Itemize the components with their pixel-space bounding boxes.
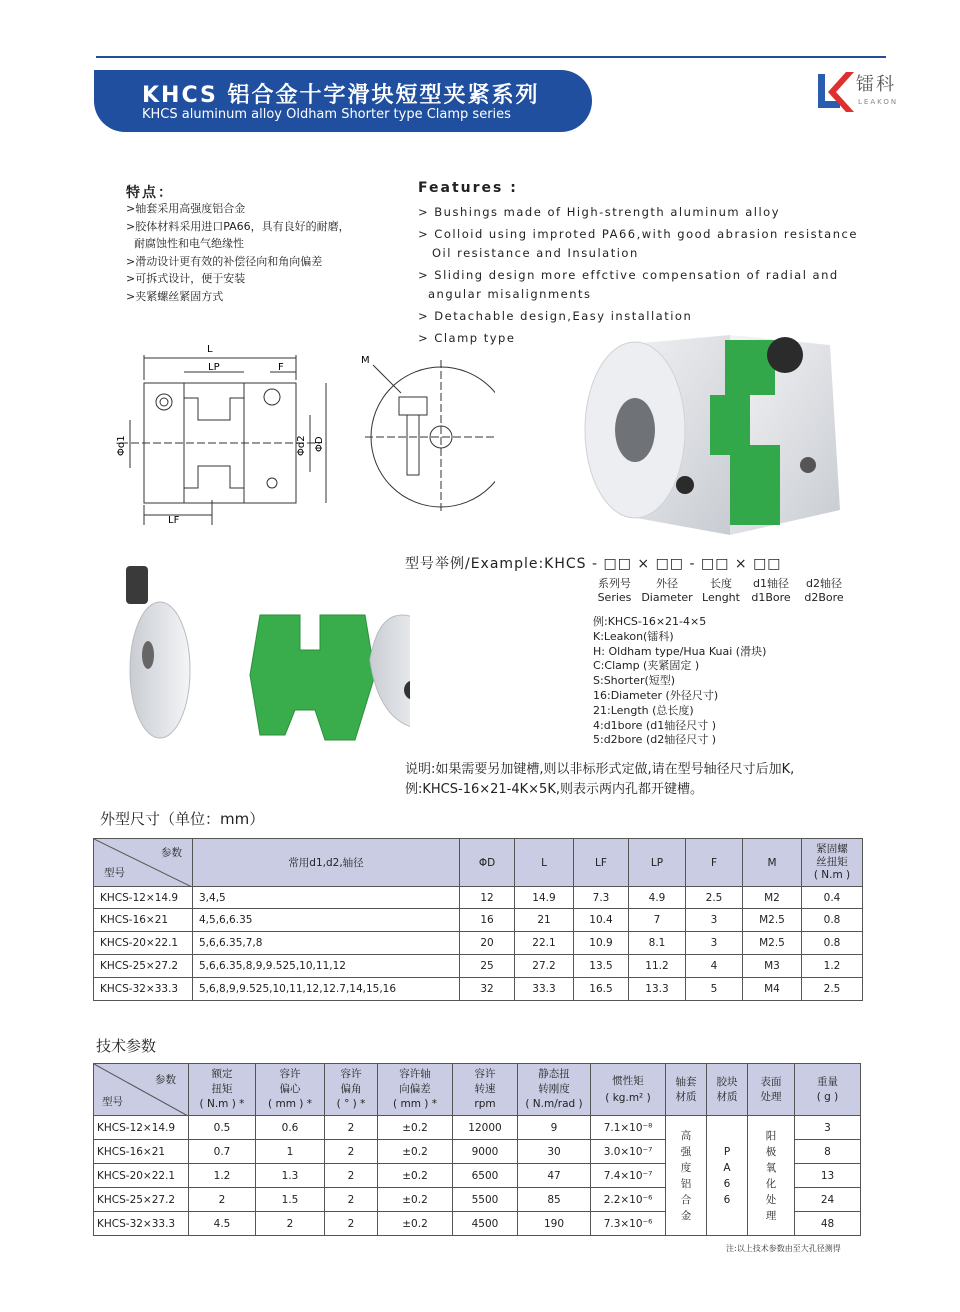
block-material: PA66 xyxy=(707,1116,748,1236)
col-L: L xyxy=(515,839,574,887)
col-LP: LP xyxy=(629,839,686,887)
list-item: K:Leakon(镭科) xyxy=(593,629,674,643)
title-banner xyxy=(94,70,592,132)
table-row: KHCS-20×22.1 5,6,6.35,7,8 20 22.1 10.9 8.1 3 M2.5 0.8 xyxy=(94,932,863,955)
end-view-drawing xyxy=(355,345,495,515)
dim-d1: Φd1 xyxy=(116,435,127,456)
title-en: KHCS aluminum alloy Oldham Shorter type Clamp series xyxy=(142,107,511,122)
diag-header: 参数 型号 xyxy=(94,1064,189,1116)
table-row: KHCS-16×21 0.7 1 2 ±0.2 9000 30 3.0×10⁻⁷ 8 xyxy=(94,1140,861,1164)
diag-header: 参数 型号 xyxy=(94,839,193,887)
table-row: KHCS-32×33.3 4.5 2 2 ±0.2 4500 190 7.3×10⁻⁶ 48 xyxy=(94,1212,861,1236)
exploded-parts-photo xyxy=(120,560,410,745)
dim-LF: LF xyxy=(168,515,180,526)
list-item: >胶体材料采用进口PA66，具有良好的耐磨， xyxy=(126,219,350,233)
surface-treatment: 阳极氧化处理 xyxy=(748,1116,795,1236)
table-row: KHCS-32×33.3 5,6,8,9,9.525,10,11,12,12.7,14,15,16 32 33.3 16.5 13.3 5 M4 2.5 xyxy=(94,978,863,1001)
col-axial: 容许轴 向偏差 ( mm ) * xyxy=(378,1064,453,1116)
dim-d2: Φd2 xyxy=(296,435,307,456)
features-cn-list xyxy=(126,200,386,305)
table-row: KHCS-25×27.2 5,6,6.35,8,9,9.525,10,11,12 25 27.2 13.5 11.2 4 M3 1.2 xyxy=(94,955,863,978)
tech-title: 技术参数 xyxy=(96,1037,157,1055)
col-speed: 容许 转速 rpm xyxy=(453,1064,518,1116)
dim-D: ΦD xyxy=(314,436,325,452)
tech-table xyxy=(93,1063,861,1236)
dim-LP: LP xyxy=(208,362,220,373)
list-item: > Detachable design,Easy installation xyxy=(418,309,693,323)
list-item: > Colloid using improted PA66,with good abrasion resistance xyxy=(418,227,858,241)
label-series: 系列号 Series xyxy=(597,577,632,604)
dimensions-table xyxy=(93,838,863,1001)
list-item: C:Clamp (夹紧固定 ) xyxy=(593,659,700,673)
list-item: 例:KHCS-16×21-4×5 xyxy=(593,615,707,628)
coupling-photo xyxy=(580,325,850,550)
features-cn-heading: 特点： xyxy=(126,185,174,201)
top-rule xyxy=(96,56,886,58)
col-weight: 重量 ( g ) xyxy=(795,1064,861,1116)
list-item: S:Shorter(短型) xyxy=(593,674,676,688)
logo-cn: 镭科 xyxy=(856,74,896,95)
list-item: >轴套采用高强度铝合金 xyxy=(126,202,246,215)
bush-material: 高强度铝合金 xyxy=(666,1116,707,1236)
list-item: Oil resistance and Insulation xyxy=(432,246,639,260)
label-d1: d1轴径 d1Bore xyxy=(751,577,791,604)
side-view-drawing xyxy=(100,340,340,540)
col-LF: LF xyxy=(574,839,629,887)
list-item: 耐腐蚀性和电气绝缘性 xyxy=(134,237,244,250)
list-item: H: Oldham type/Hua Kuai (滑块) xyxy=(593,644,767,658)
label-diameter: 外径 Diameter xyxy=(641,577,693,604)
dims-title: 外型尺寸（单位：mm） xyxy=(100,810,265,828)
label-length: 长度 Lenght xyxy=(702,577,740,604)
list-item: > Bushings made of High-strength aluminum alloy xyxy=(418,205,781,219)
col-angle: 容许 偏角 ( ° ) * xyxy=(325,1064,378,1116)
logo-en: LEAKON xyxy=(858,98,899,106)
dim-M: M xyxy=(361,355,370,366)
col-F: F xyxy=(686,839,743,887)
list-item: > Sliding design more effctive compensation of radial and xyxy=(418,268,839,282)
col-inertia: 惯性矩 ( kg.m² ) xyxy=(591,1064,666,1116)
list-item: >夹紧螺丝紧固方式 xyxy=(126,289,224,303)
table-row: KHCS-20×22.1 1.2 1.3 2 ±0.2 6500 47 7.4×10⁻⁷ 13 xyxy=(94,1164,861,1188)
leakon-logo xyxy=(816,70,899,114)
col-rated-torque: 额定 扭矩 ( N.m ) * xyxy=(189,1064,256,1116)
table-row: KHCS-16×21 4,5,6,6.35 16 21 10.4 7 3 M2.5 0.8 xyxy=(94,909,863,932)
list-item: > Clamp type xyxy=(418,331,516,345)
col-surface: 表面 处理 xyxy=(748,1064,795,1116)
list-item: 5:d2bore (d2轴径尺寸 ) xyxy=(593,733,717,747)
dim-L: L xyxy=(207,344,213,355)
col-D: ΦD xyxy=(460,839,515,887)
label-d2: d2轴径 d2Bore xyxy=(804,577,844,604)
col-bush-material: 轴套 材质 xyxy=(666,1064,707,1116)
title-cn: KHCS 铝合金十字滑块短型夹紧系列 xyxy=(142,83,540,108)
keyway-note: 说明:如果需要另加键槽,则以非标形式定做,请在型号轴径尺寸后加K, 例:KHCS-16×21-4K×5K,则表示两内孔都开键槽。 xyxy=(405,762,795,797)
list-item: 4:d1bore (d1轴径尺寸 ) xyxy=(593,718,717,732)
list-item: >可拆式设计，便于安装 xyxy=(126,272,246,285)
list-item: >滑动设计更有效的补偿径向和角向偏差 xyxy=(126,254,323,268)
col-stiffness: 静态扭 转刚度 ( N.m/rad ) xyxy=(518,1064,591,1116)
col-torque: 紧固螺 丝扭矩 ( N.m ) xyxy=(802,839,863,887)
example-title: 型号举例/Example:KHCS - □□ × □□ - □□ × □□ xyxy=(405,556,782,572)
col-block-material: 胶块 材质 xyxy=(707,1064,748,1116)
table-row: KHCS-12×14.9 0.5 0.6 2 ±0.2 12000 9 7.1×10⁻⁸ 高强度铝合金 PA66 阳极氧化处理 3 xyxy=(94,1116,861,1140)
col-M: M xyxy=(743,839,802,887)
footnote: 注:以上技术参数由至大孔径测得 xyxy=(726,1244,841,1253)
list-item: 16:Diameter (外径尺寸) xyxy=(593,688,719,702)
list-item: angular misalignments xyxy=(428,287,592,301)
dim-F: F xyxy=(278,362,284,373)
list-item: 21:Length (总长度) xyxy=(593,703,694,717)
table-row: KHCS-25×27.2 2 1.5 2 ±0.2 5500 85 2.2×10⁻⁶ 24 xyxy=(94,1188,861,1212)
features-en-heading: Features : xyxy=(418,180,518,196)
example-lines xyxy=(593,615,766,748)
col-eccentric: 容许 偏心 ( mm ) * xyxy=(256,1064,325,1116)
col-bores: 常用d1,d2,轴径 xyxy=(193,839,460,887)
logo-mark-icon xyxy=(816,70,856,114)
table-row: KHCS-12×14.9 3,4,5 12 14.9 7.3 4.9 2.5 M2 0.4 xyxy=(94,887,863,909)
